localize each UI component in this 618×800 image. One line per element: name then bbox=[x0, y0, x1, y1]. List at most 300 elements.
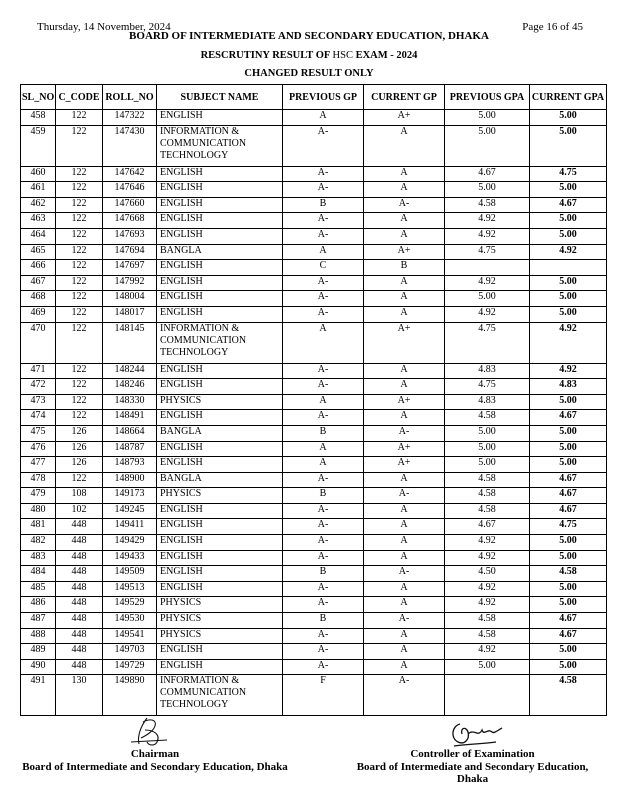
cell-subject-name: PHYSICS bbox=[157, 488, 283, 504]
cell-subject-name: INFORMATION & COMMUNICATION TECHNOLOGY bbox=[157, 125, 283, 166]
cell-subject-name: ENGLISH bbox=[157, 519, 283, 535]
cell-current-gp: A- bbox=[364, 425, 445, 441]
table-row bbox=[21, 659, 607, 675]
cell-current-gpa: 4.67 bbox=[530, 628, 607, 644]
cell-sl-no: 465 bbox=[21, 244, 56, 260]
cell-roll-no: 147642 bbox=[103, 166, 157, 182]
cell-sl-no: 482 bbox=[21, 535, 56, 551]
cell-current-gpa: 5.00 bbox=[530, 275, 607, 291]
table-row bbox=[21, 182, 607, 198]
cell-current-gpa: 4.92 bbox=[530, 322, 607, 363]
cell-previous-gpa: 4.92 bbox=[445, 597, 530, 613]
cell-roll-no: 149173 bbox=[103, 488, 157, 504]
col-header-c-code: C_CODE bbox=[56, 85, 103, 110]
cell-subject-name: PHYSICS bbox=[157, 597, 283, 613]
cell-roll-no: 148145 bbox=[103, 322, 157, 363]
cell-subject-name: BANGLA bbox=[157, 425, 283, 441]
cell-current-gp: A bbox=[364, 659, 445, 675]
cell-c-code: 122 bbox=[56, 110, 103, 126]
cell-previous-gpa: 4.67 bbox=[445, 519, 530, 535]
cell-previous-gp: F bbox=[283, 675, 364, 716]
cell-c-code: 122 bbox=[56, 260, 103, 276]
cell-previous-gpa: 4.83 bbox=[445, 394, 530, 410]
cell-roll-no: 149529 bbox=[103, 597, 157, 613]
cell-previous-gp: A- bbox=[283, 519, 364, 535]
cell-current-gp: A- bbox=[364, 613, 445, 629]
table-row bbox=[21, 613, 607, 629]
cell-roll-no: 147430 bbox=[103, 125, 157, 166]
cell-current-gp: A bbox=[364, 125, 445, 166]
cell-roll-no: 149703 bbox=[103, 644, 157, 660]
cell-previous-gp: A- bbox=[283, 581, 364, 597]
cell-subject-name: ENGLISH bbox=[157, 306, 283, 322]
title-prefix: RESCRUTINY RESULT OF bbox=[200, 50, 330, 61]
cell-subject-name: PHYSICS bbox=[157, 613, 283, 629]
table-header-row bbox=[21, 85, 607, 110]
cell-subject-name: ENGLISH bbox=[157, 535, 283, 551]
cell-previous-gpa: 5.00 bbox=[445, 110, 530, 126]
cell-current-gpa: 5.00 bbox=[530, 394, 607, 410]
cell-subject-name: ENGLISH bbox=[157, 457, 283, 473]
title-exam: HSC bbox=[332, 50, 353, 61]
cell-c-code: 126 bbox=[56, 441, 103, 457]
cell-c-code: 448 bbox=[56, 597, 103, 613]
table-row bbox=[21, 535, 607, 551]
cell-previous-gpa: 4.58 bbox=[445, 628, 530, 644]
cell-c-code: 126 bbox=[56, 425, 103, 441]
col-header-sl-no: SL_NO bbox=[21, 85, 56, 110]
cell-subject-name: ENGLISH bbox=[157, 550, 283, 566]
cell-c-code: 122 bbox=[56, 410, 103, 426]
cell-previous-gpa: 4.75 bbox=[445, 379, 530, 395]
cell-current-gp: A bbox=[364, 410, 445, 426]
cell-current-gpa: 4.58 bbox=[530, 675, 607, 716]
cell-previous-gpa: 4.58 bbox=[445, 613, 530, 629]
table-row bbox=[21, 566, 607, 582]
table-row bbox=[21, 260, 607, 276]
cell-subject-name: BANGLA bbox=[157, 244, 283, 260]
cell-current-gpa: 5.00 bbox=[530, 110, 607, 126]
table-row bbox=[21, 228, 607, 244]
table-row bbox=[21, 581, 607, 597]
cell-sl-no: 472 bbox=[21, 379, 56, 395]
cell-subject-name: ENGLISH bbox=[157, 291, 283, 307]
cell-sl-no: 466 bbox=[21, 260, 56, 276]
cell-current-gpa: 4.67 bbox=[530, 410, 607, 426]
cell-roll-no: 147668 bbox=[103, 213, 157, 229]
cell-previous-gp: A- bbox=[283, 503, 364, 519]
cell-sl-no: 484 bbox=[21, 566, 56, 582]
cell-current-gpa: 5.00 bbox=[530, 291, 607, 307]
cell-c-code: 122 bbox=[56, 166, 103, 182]
cell-current-gp: A bbox=[364, 166, 445, 182]
cell-previous-gpa: 5.00 bbox=[445, 659, 530, 675]
cell-roll-no: 149245 bbox=[103, 503, 157, 519]
cell-roll-no: 147322 bbox=[103, 110, 157, 126]
col-header-previous-gp: PREVIOUS GP bbox=[283, 85, 364, 110]
cell-c-code: 122 bbox=[56, 322, 103, 363]
cell-c-code: 122 bbox=[56, 363, 103, 379]
cell-roll-no: 148900 bbox=[103, 472, 157, 488]
cell-previous-gpa: 4.92 bbox=[445, 306, 530, 322]
cell-current-gpa: 5.00 bbox=[530, 550, 607, 566]
cell-previous-gpa: 5.00 bbox=[445, 425, 530, 441]
cell-current-gp: A bbox=[364, 503, 445, 519]
cell-c-code: 122 bbox=[56, 306, 103, 322]
cell-subject-name: PHYSICS bbox=[157, 394, 283, 410]
cell-current-gp: A bbox=[364, 306, 445, 322]
cell-sl-no: 464 bbox=[21, 228, 56, 244]
cell-previous-gpa: 4.58 bbox=[445, 488, 530, 504]
cell-previous-gpa: 4.58 bbox=[445, 197, 530, 213]
cell-c-code: 122 bbox=[56, 472, 103, 488]
cell-previous-gpa: 4.92 bbox=[445, 228, 530, 244]
cell-c-code: 448 bbox=[56, 550, 103, 566]
cell-current-gp: A+ bbox=[364, 244, 445, 260]
cell-current-gp: A bbox=[364, 550, 445, 566]
cell-roll-no: 148017 bbox=[103, 306, 157, 322]
cell-sl-no: 491 bbox=[21, 675, 56, 716]
table-row bbox=[21, 410, 607, 426]
table-row bbox=[21, 197, 607, 213]
cell-roll-no: 147693 bbox=[103, 228, 157, 244]
cell-current-gp: A bbox=[364, 581, 445, 597]
table-row bbox=[21, 322, 607, 363]
cell-current-gp: A- bbox=[364, 197, 445, 213]
cell-sl-no: 480 bbox=[21, 503, 56, 519]
cell-previous-gpa: 4.75 bbox=[445, 244, 530, 260]
cell-previous-gpa: 5.00 bbox=[445, 441, 530, 457]
cell-sl-no: 462 bbox=[21, 197, 56, 213]
cell-current-gp: A bbox=[364, 628, 445, 644]
cell-previous-gpa: 5.00 bbox=[445, 182, 530, 198]
cell-roll-no: 149530 bbox=[103, 613, 157, 629]
cell-roll-no: 147694 bbox=[103, 244, 157, 260]
cell-sl-no: 490 bbox=[21, 659, 56, 675]
print-date: Thursday, 14 November, 2024 bbox=[37, 21, 171, 33]
cell-subject-name: INFORMATION & COMMUNICATION TECHNOLOGY bbox=[157, 675, 283, 716]
table-row bbox=[21, 597, 607, 613]
cell-roll-no: 149541 bbox=[103, 628, 157, 644]
table-row bbox=[21, 441, 607, 457]
cell-previous-gpa: 4.83 bbox=[445, 363, 530, 379]
table-body bbox=[21, 110, 607, 716]
cell-sl-no: 460 bbox=[21, 166, 56, 182]
table-row bbox=[21, 457, 607, 473]
cell-current-gp: A bbox=[364, 379, 445, 395]
cell-previous-gp: B bbox=[283, 566, 364, 582]
cell-sl-no: 481 bbox=[21, 519, 56, 535]
cell-current-gpa: 5.00 bbox=[530, 125, 607, 166]
cell-previous-gpa: 4.92 bbox=[445, 581, 530, 597]
cell-sl-no: 477 bbox=[21, 457, 56, 473]
cell-current-gp: A bbox=[364, 213, 445, 229]
cell-subject-name: ENGLISH bbox=[157, 110, 283, 126]
cell-subject-name: ENGLISH bbox=[157, 581, 283, 597]
title-suffix: EXAM - 2024 bbox=[355, 50, 418, 61]
controller-signature bbox=[448, 718, 504, 748]
cell-c-code: 448 bbox=[56, 613, 103, 629]
cell-roll-no: 148491 bbox=[103, 410, 157, 426]
cell-c-code: 122 bbox=[56, 228, 103, 244]
cell-previous-gpa: 4.58 bbox=[445, 410, 530, 426]
cell-previous-gp: A- bbox=[283, 410, 364, 426]
cell-previous-gpa: 4.92 bbox=[445, 275, 530, 291]
cell-current-gpa: 4.92 bbox=[530, 244, 607, 260]
chairman-title: Chairman bbox=[130, 748, 180, 760]
cell-subject-name: ENGLISH bbox=[157, 503, 283, 519]
table-row bbox=[21, 628, 607, 644]
cell-c-code: 122 bbox=[56, 213, 103, 229]
cell-current-gp: B bbox=[364, 260, 445, 276]
cell-roll-no: 147660 bbox=[103, 197, 157, 213]
cell-current-gpa: 4.67 bbox=[530, 197, 607, 213]
cell-current-gp: A- bbox=[364, 566, 445, 582]
cell-previous-gp: A bbox=[283, 394, 364, 410]
cell-roll-no: 149890 bbox=[103, 675, 157, 716]
cell-sl-no: 467 bbox=[21, 275, 56, 291]
table-row bbox=[21, 550, 607, 566]
table-row bbox=[21, 675, 607, 716]
cell-current-gpa: 5.00 bbox=[530, 659, 607, 675]
cell-sl-no: 489 bbox=[21, 644, 56, 660]
cell-current-gp: A- bbox=[364, 675, 445, 716]
col-header-current-gpa: CURRENT GPA bbox=[530, 85, 607, 110]
cell-current-gpa: 5.00 bbox=[530, 213, 607, 229]
cell-previous-gp: A- bbox=[283, 550, 364, 566]
table-row bbox=[21, 488, 607, 504]
cell-sl-no: 476 bbox=[21, 441, 56, 457]
cell-sl-no: 478 bbox=[21, 472, 56, 488]
cell-current-gp: A bbox=[364, 535, 445, 551]
col-header-subject-name: SUBJECT NAME bbox=[157, 85, 283, 110]
cell-previous-gp: A- bbox=[283, 535, 364, 551]
cell-previous-gp: C bbox=[283, 260, 364, 276]
cell-current-gp: A bbox=[364, 519, 445, 535]
cell-sl-no: 463 bbox=[21, 213, 56, 229]
cell-sl-no: 473 bbox=[21, 394, 56, 410]
controller-title: Controller of Examination bbox=[410, 748, 535, 760]
cell-subject-name: ENGLISH bbox=[157, 166, 283, 182]
cell-current-gpa: 4.83 bbox=[530, 379, 607, 395]
cell-current-gpa: 5.00 bbox=[530, 441, 607, 457]
cell-current-gp: A+ bbox=[364, 457, 445, 473]
cell-c-code: 130 bbox=[56, 675, 103, 716]
table-row bbox=[21, 394, 607, 410]
cell-subject-name: INFORMATION & COMMUNICATION TECHNOLOGY bbox=[157, 322, 283, 363]
table-row bbox=[21, 110, 607, 126]
cell-current-gp: A+ bbox=[364, 110, 445, 126]
cell-previous-gp: A bbox=[283, 322, 364, 363]
cell-sl-no: 470 bbox=[21, 322, 56, 363]
table-row bbox=[21, 363, 607, 379]
cell-previous-gpa: 4.92 bbox=[445, 213, 530, 229]
cell-previous-gp: A bbox=[283, 110, 364, 126]
cell-subject-name: ENGLISH bbox=[157, 441, 283, 457]
cell-previous-gp: B bbox=[283, 197, 364, 213]
chairman-signature bbox=[127, 716, 175, 748]
cell-sl-no: 475 bbox=[21, 425, 56, 441]
table-row bbox=[21, 244, 607, 260]
table-row bbox=[21, 213, 607, 229]
cell-subject-name: ENGLISH bbox=[157, 379, 283, 395]
cell-subject-name: ENGLISH bbox=[157, 260, 283, 276]
cell-roll-no: 147992 bbox=[103, 275, 157, 291]
cell-previous-gp: A- bbox=[283, 379, 364, 395]
cell-current-gp: A bbox=[364, 228, 445, 244]
cell-c-code: 122 bbox=[56, 244, 103, 260]
cell-sl-no: 471 bbox=[21, 363, 56, 379]
report-subtitle: CHANGED RESULT ONLY bbox=[244, 68, 374, 79]
cell-sl-no: 461 bbox=[21, 182, 56, 198]
cell-roll-no: 148664 bbox=[103, 425, 157, 441]
cell-current-gp: A+ bbox=[364, 322, 445, 363]
cell-sl-no: 468 bbox=[21, 291, 56, 307]
cell-c-code: 448 bbox=[56, 628, 103, 644]
col-header-roll-no: ROLL_NO bbox=[103, 85, 157, 110]
cell-roll-no: 149729 bbox=[103, 659, 157, 675]
results-table bbox=[20, 84, 607, 716]
cell-c-code: 102 bbox=[56, 503, 103, 519]
cell-roll-no: 147646 bbox=[103, 182, 157, 198]
cell-previous-gpa: 4.92 bbox=[445, 644, 530, 660]
cell-current-gp: A bbox=[364, 597, 445, 613]
cell-current-gpa: 4.58 bbox=[530, 566, 607, 582]
cell-current-gpa: 5.00 bbox=[530, 425, 607, 441]
cell-current-gpa: 5.00 bbox=[530, 644, 607, 660]
cell-previous-gp: A- bbox=[283, 291, 364, 307]
cell-previous-gpa: 4.58 bbox=[445, 503, 530, 519]
cell-roll-no: 148787 bbox=[103, 441, 157, 457]
cell-previous-gp: A- bbox=[283, 472, 364, 488]
cell-previous-gpa: 4.67 bbox=[445, 166, 530, 182]
cell-previous-gp: A bbox=[283, 441, 364, 457]
report-title bbox=[0, 50, 618, 61]
cell-subject-name: ENGLISH bbox=[157, 363, 283, 379]
cell-subject-name: ENGLISH bbox=[157, 566, 283, 582]
cell-current-gpa: 5.00 bbox=[530, 597, 607, 613]
cell-previous-gpa: 5.00 bbox=[445, 125, 530, 166]
cell-previous-gp: A- bbox=[283, 166, 364, 182]
cell-previous-gpa: 4.92 bbox=[445, 550, 530, 566]
cell-c-code: 448 bbox=[56, 644, 103, 660]
cell-current-gp: A bbox=[364, 275, 445, 291]
table-row bbox=[21, 425, 607, 441]
cell-previous-gp: A- bbox=[283, 125, 364, 166]
cell-current-gpa: 5.00 bbox=[530, 457, 607, 473]
cell-previous-gp: A- bbox=[283, 644, 364, 660]
cell-current-gpa: 4.67 bbox=[530, 613, 607, 629]
cell-roll-no: 148246 bbox=[103, 379, 157, 395]
cell-previous-gp: A- bbox=[283, 213, 364, 229]
cell-subject-name: ENGLISH bbox=[157, 644, 283, 660]
cell-previous-gp: A bbox=[283, 244, 364, 260]
cell-subject-name: ENGLISH bbox=[157, 275, 283, 291]
cell-previous-gpa: 4.92 bbox=[445, 535, 530, 551]
cell-subject-name: ENGLISH bbox=[157, 659, 283, 675]
cell-previous-gpa: 4.58 bbox=[445, 472, 530, 488]
cell-previous-gp: A- bbox=[283, 659, 364, 675]
cell-previous-gpa: 5.00 bbox=[445, 291, 530, 307]
cell-current-gpa: 5.00 bbox=[530, 182, 607, 198]
cell-sl-no: 458 bbox=[21, 110, 56, 126]
cell-previous-gp: A- bbox=[283, 628, 364, 644]
table-row bbox=[21, 519, 607, 535]
cell-c-code: 448 bbox=[56, 581, 103, 597]
cell-current-gp: A bbox=[364, 472, 445, 488]
cell-sl-no: 483 bbox=[21, 550, 56, 566]
cell-previous-gpa: 4.75 bbox=[445, 322, 530, 363]
cell-roll-no: 149509 bbox=[103, 566, 157, 582]
cell-current-gpa: 5.00 bbox=[530, 306, 607, 322]
cell-current-gp: A+ bbox=[364, 441, 445, 457]
cell-roll-no: 149429 bbox=[103, 535, 157, 551]
cell-subject-name: PHYSICS bbox=[157, 628, 283, 644]
cell-sl-no: 487 bbox=[21, 613, 56, 629]
cell-current-gpa: 4.67 bbox=[530, 503, 607, 519]
cell-current-gpa bbox=[530, 260, 607, 276]
cell-subject-name: BANGLA bbox=[157, 472, 283, 488]
cell-previous-gpa bbox=[445, 675, 530, 716]
cell-previous-gp: A- bbox=[283, 275, 364, 291]
cell-c-code: 448 bbox=[56, 566, 103, 582]
page-number: Page 16 of 45 bbox=[522, 21, 583, 33]
cell-subject-name: ENGLISH bbox=[157, 182, 283, 198]
cell-current-gpa: 4.75 bbox=[530, 519, 607, 535]
cell-roll-no: 148004 bbox=[103, 291, 157, 307]
cell-c-code: 122 bbox=[56, 197, 103, 213]
cell-roll-no: 149433 bbox=[103, 550, 157, 566]
cell-roll-no: 148244 bbox=[103, 363, 157, 379]
cell-subject-name: ENGLISH bbox=[157, 228, 283, 244]
cell-previous-gp: B bbox=[283, 425, 364, 441]
cell-sl-no: 479 bbox=[21, 488, 56, 504]
table-row bbox=[21, 275, 607, 291]
table-row bbox=[21, 503, 607, 519]
cell-sl-no: 485 bbox=[21, 581, 56, 597]
table-row bbox=[21, 379, 607, 395]
cell-roll-no: 147697 bbox=[103, 260, 157, 276]
cell-roll-no: 148793 bbox=[103, 457, 157, 473]
table-row bbox=[21, 291, 607, 307]
chairman-organization: Board of Intermediate and Secondary Education, Dhaka bbox=[22, 761, 288, 773]
controller-organization: Board of Intermediate and Secondary Education, Dhaka bbox=[356, 761, 589, 785]
cell-sl-no: 469 bbox=[21, 306, 56, 322]
cell-roll-no: 149513 bbox=[103, 581, 157, 597]
cell-current-gpa: 4.92 bbox=[530, 363, 607, 379]
cell-current-gpa: 4.75 bbox=[530, 166, 607, 182]
cell-current-gp: A bbox=[364, 363, 445, 379]
table-row bbox=[21, 644, 607, 660]
cell-previous-gp: A- bbox=[283, 228, 364, 244]
cell-current-gpa: 5.00 bbox=[530, 535, 607, 551]
cell-c-code: 122 bbox=[56, 182, 103, 198]
cell-sl-no: 486 bbox=[21, 597, 56, 613]
cell-subject-name: ENGLISH bbox=[157, 197, 283, 213]
cell-c-code: 122 bbox=[56, 291, 103, 307]
cell-sl-no: 459 bbox=[21, 125, 56, 166]
cell-c-code: 122 bbox=[56, 394, 103, 410]
cell-current-gpa: 4.67 bbox=[530, 488, 607, 504]
table-row bbox=[21, 472, 607, 488]
cell-previous-gp: B bbox=[283, 488, 364, 504]
cell-c-code: 126 bbox=[56, 457, 103, 473]
cell-current-gp: A- bbox=[364, 488, 445, 504]
cell-current-gp: A bbox=[364, 644, 445, 660]
cell-previous-gp: A- bbox=[283, 363, 364, 379]
cell-previous-gpa: 4.50 bbox=[445, 566, 530, 582]
cell-previous-gpa: 5.00 bbox=[445, 457, 530, 473]
